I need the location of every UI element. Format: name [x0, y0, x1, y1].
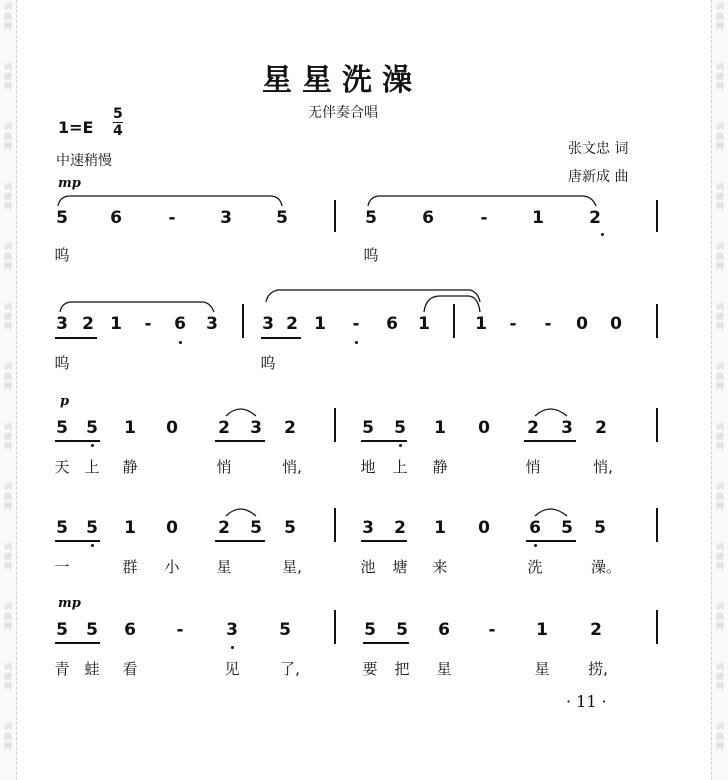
note: 0 — [478, 518, 490, 538]
song-title: 星星洗澡 — [262, 63, 422, 98]
composer-credit: 唐新成 曲 — [568, 169, 629, 185]
slur — [424, 296, 480, 312]
slur — [226, 509, 256, 516]
note: 2 — [589, 208, 601, 228]
dynamic-p: p — [60, 394, 70, 409]
note: 2 — [595, 418, 607, 438]
note: 5 — [86, 620, 98, 640]
note: - — [144, 314, 152, 334]
note: 3 — [362, 518, 374, 538]
slur — [226, 409, 256, 416]
note: 3 — [56, 314, 68, 334]
note: 6 — [124, 620, 136, 640]
note: 6 — [438, 620, 450, 640]
watermark-text: 词 曲 网 — [716, 122, 724, 151]
note: 1 — [434, 418, 446, 438]
watermark-text: 词 曲 网 — [716, 362, 724, 391]
lyric: 看 — [122, 660, 138, 678]
note: - — [509, 314, 517, 334]
watermark-text: 词 曲 网 — [4, 122, 12, 151]
time-signature-top: 5 — [113, 106, 123, 122]
note: 1 — [434, 518, 446, 538]
time-signature-bottom: 4 — [113, 123, 123, 139]
note: 3 — [220, 208, 232, 228]
lyric: 澡。 — [591, 558, 622, 576]
lyric: 呜 — [363, 246, 379, 264]
note: 2 — [218, 418, 230, 438]
watermark-text: 词 曲 网 — [716, 2, 724, 31]
lyric: 悄, — [593, 458, 613, 476]
song-subtitle: 无伴奏合唱 — [308, 105, 378, 121]
lyric: 星 — [216, 558, 232, 576]
lyric: 星 — [534, 660, 550, 678]
watermark-text: 词 曲 网 — [4, 362, 12, 391]
slur — [535, 509, 567, 516]
lyric: 要 — [362, 660, 378, 678]
watermark-text: 词 曲 网 — [716, 482, 724, 511]
note: 1 — [124, 418, 136, 438]
lyric: 地 — [360, 458, 376, 476]
note: 3 — [206, 314, 218, 334]
lyric: 蛙 — [84, 660, 100, 678]
watermark-text: 词 曲 网 — [4, 302, 12, 331]
watermark-text: 词 曲 网 — [716, 542, 724, 571]
note: 3 — [226, 620, 238, 640]
lyric: 来 — [432, 558, 448, 576]
lyric: 静 — [122, 458, 138, 476]
lyric: 上 — [84, 458, 100, 476]
note: 5 — [279, 620, 291, 640]
note: 5 — [365, 208, 377, 228]
lyric: 悄, — [282, 458, 302, 476]
watermark-text: 词 曲 网 — [716, 662, 724, 691]
watermark-text: 词 曲 网 — [716, 62, 724, 91]
lyric: 天 — [54, 458, 70, 476]
note: 5 — [56, 208, 68, 228]
note: 2 — [527, 418, 539, 438]
lyricist-credit: 张文忠 词 — [568, 141, 629, 157]
note: 2 — [82, 314, 94, 334]
lyric: 青 — [54, 660, 70, 678]
lyric: 呜 — [260, 354, 276, 372]
note: 5 — [86, 518, 98, 538]
note: 5 — [396, 620, 408, 640]
watermark-text: 词 曲 网 — [716, 602, 724, 631]
lyric: 见 — [224, 660, 240, 678]
watermark-text: 词 曲 网 — [4, 62, 12, 91]
dynamic-mp-2: mp — [58, 596, 81, 611]
lyric: 上 — [392, 458, 408, 476]
note: 5 — [561, 518, 573, 538]
note: 1 — [475, 314, 487, 334]
note: 5 — [276, 208, 288, 228]
lyric: 静 — [432, 458, 448, 476]
note: 0 — [166, 518, 178, 538]
note: 6 — [110, 208, 122, 228]
note: 0 — [478, 418, 490, 438]
lyric: 池 — [360, 558, 376, 576]
slur — [368, 196, 596, 206]
note: 5 — [56, 518, 68, 538]
watermark-text: 词 曲 网 — [716, 422, 724, 451]
note: 1 — [314, 314, 326, 334]
note: 1 — [418, 314, 430, 334]
note: 6 — [529, 518, 541, 538]
note: 6 — [422, 208, 434, 228]
note: - — [544, 314, 552, 334]
watermark-text: 词 曲 网 — [4, 662, 12, 691]
watermark-text: 词 曲 网 — [4, 422, 12, 451]
note: 6 — [386, 314, 398, 334]
note: 2 — [394, 518, 406, 538]
slur — [60, 302, 214, 312]
note: 0 — [576, 314, 588, 334]
lyric: 塘 — [392, 558, 408, 576]
note: 5 — [362, 418, 374, 438]
lyric: 一 — [54, 558, 70, 576]
watermark-text: 词 曲 网 — [4, 2, 12, 31]
lyric: 小 — [164, 558, 180, 576]
note: 5 — [56, 620, 68, 640]
note: 0 — [166, 418, 178, 438]
note: - — [176, 620, 184, 640]
watermark-text: 词 曲 网 — [716, 302, 724, 331]
slur — [58, 196, 282, 206]
note: 2 — [284, 418, 296, 438]
note: - — [488, 620, 496, 640]
tempo-marking: 中速稍慢 — [56, 153, 112, 169]
note: 2 — [590, 620, 602, 640]
note: 1 — [124, 518, 136, 538]
note: 3 — [262, 314, 274, 334]
dynamic-mp-1: mp — [58, 176, 81, 191]
note: 5 — [364, 620, 376, 640]
lyric: 呜 — [54, 246, 70, 264]
note: 3 — [561, 418, 573, 438]
watermark-text: 词 曲 网 — [4, 482, 12, 511]
note: 5 — [86, 418, 98, 438]
lyric: 捞, — [588, 660, 608, 678]
note: 1 — [110, 314, 122, 334]
page-number: · 11 · — [566, 692, 607, 711]
lyric: 群 — [122, 558, 138, 576]
lyric: 星, — [282, 558, 302, 576]
lyric: 星 — [436, 660, 452, 678]
lyric: 悄 — [216, 458, 232, 476]
note: 1 — [536, 620, 548, 640]
lyric: 悄 — [525, 458, 541, 476]
note: - — [168, 208, 176, 228]
note: 5 — [250, 518, 262, 538]
watermark-text: 词 曲 网 — [716, 722, 724, 751]
note: 6 — [174, 314, 186, 334]
note: 5 — [394, 418, 406, 438]
slur — [535, 409, 567, 416]
note: 5 — [284, 518, 296, 538]
note: - — [352, 314, 360, 334]
watermark-text: 词 曲 网 — [716, 182, 724, 211]
lyric: 洗 — [527, 558, 543, 576]
note: 5 — [56, 418, 68, 438]
note: 2 — [218, 518, 230, 538]
lyric: 呜 — [54, 354, 70, 372]
watermark-text: 词 曲 网 — [4, 722, 12, 751]
watermark-text: 词 曲 网 — [4, 182, 12, 211]
note: 5 — [594, 518, 606, 538]
lyric: 了, — [280, 660, 300, 678]
watermark-text: 词 曲 网 — [4, 242, 12, 271]
watermark-text: 词 曲 网 — [4, 602, 12, 631]
watermark-text: 词 曲 网 — [4, 542, 12, 571]
note: - — [480, 208, 488, 228]
note: 0 — [610, 314, 622, 334]
lyric: 把 — [394, 660, 410, 678]
note: 1 — [532, 208, 544, 228]
note: 2 — [286, 314, 298, 334]
key-signature: 1=E — [58, 118, 94, 137]
watermark-text: 词 曲 网 — [716, 242, 724, 271]
note: 3 — [250, 418, 262, 438]
